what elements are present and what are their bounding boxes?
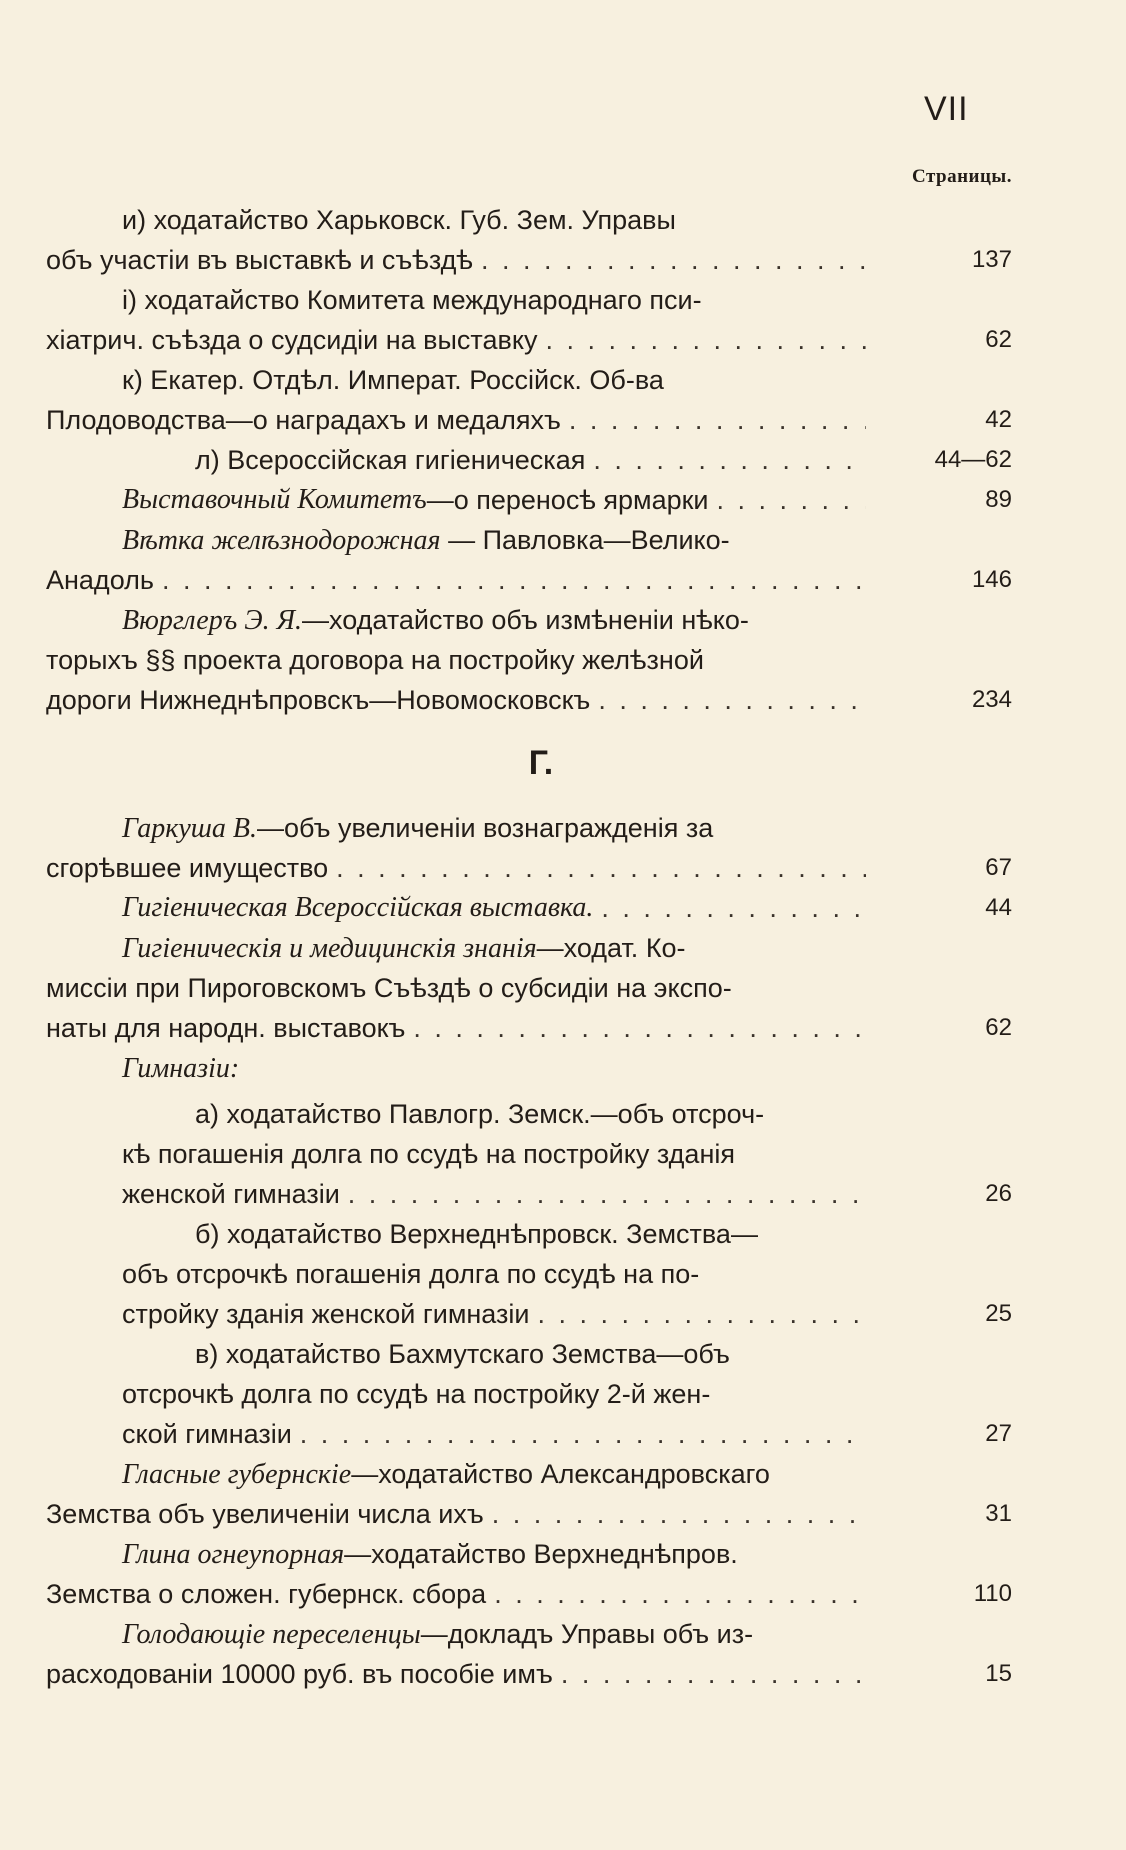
entry-line: Голодающіе переселенцы—докладъ Управы объ из- bbox=[122, 1619, 754, 1650]
entry-line: хіатрич. съѣзда о судсидіи на выставку . . . bbox=[46, 320, 866, 360]
entry-line bbox=[122, 1048, 866, 1088]
entry-line: и) ходатайство Харьковск. Губ. Зем. Управы bbox=[122, 205, 676, 235]
page-ref: 44 bbox=[985, 894, 1012, 921]
entry-line: миссіи при Пироговскомъ Съѣздѣ о субсидіи на экспо- bbox=[46, 973, 732, 1003]
entry-line: Гласные губернскіе—ходатайство Александровскаго bbox=[122, 1459, 770, 1490]
entry-line: стройку зданія женской гимназіи . . . bbox=[122, 1294, 866, 1334]
entry-line: а) ходатайство Павлогр. Земск.—объ отсроч- bbox=[195, 1099, 765, 1129]
entry-line: Вѣтка желѣзнодорожная — Павловка—Велико- bbox=[122, 525, 730, 556]
page-ref: 42 bbox=[985, 406, 1012, 433]
entry-heading: Глина огнеупорная bbox=[122, 1539, 345, 1570]
entry-line: наты для народн. выставокъ . . . bbox=[46, 1008, 866, 1048]
entry-heading: Гигіеническія и медицинскія знанія bbox=[122, 933, 537, 964]
entry-heading: Выставочный Комитетъ bbox=[122, 484, 427, 515]
entry-line: расходованіи 10000 руб. въ пособіе имъ . . . bbox=[46, 1654, 866, 1694]
entry-line: б) ходатайство Верхнеднѣпровск. Земства— bbox=[195, 1219, 758, 1249]
entry-line: торыхъ §§ проекта договора на постройку желѣзной bbox=[46, 645, 704, 675]
entry-line: Земства о сложен. губернск. сбора . . . bbox=[46, 1574, 866, 1614]
entry-line: сгорѣвшее имущество . . . bbox=[46, 848, 866, 888]
entry-line: і) ходатайство Комитета международнаго пси- bbox=[122, 285, 702, 315]
entry-line: Гаркуша В.—объ увеличеніи вознагражденія за bbox=[122, 813, 714, 844]
page-ref: 67 bbox=[985, 854, 1012, 881]
page-ref: 62 bbox=[985, 326, 1012, 353]
page-number: VII bbox=[924, 90, 969, 128]
entry-line: отсрочкѣ долга по ссудѣ на постройку 2-й жен- bbox=[122, 1379, 711, 1409]
entry-heading: Вѣтка желѣзнодорожная bbox=[122, 525, 441, 556]
entry-heading: Гаркуша В. bbox=[122, 813, 257, 844]
pages-column-label: Страницы. bbox=[911, 166, 1012, 187]
entry-line: л) Всероссійская гигіеническая . . . bbox=[195, 440, 866, 480]
page-ref: 15 bbox=[985, 1660, 1012, 1687]
entry-line: Анадоль . . . bbox=[46, 560, 866, 600]
entry-line: женской гимназіи . . . bbox=[122, 1174, 866, 1214]
page-ref: 31 bbox=[985, 1500, 1012, 1527]
page-ref: 234 bbox=[971, 686, 1012, 713]
entry-line: Вюрглеръ Э. Я.—ходатайство объ измѣненіи нѣко- bbox=[122, 605, 749, 636]
entry-line: дороги Нижнеднѣпровскъ—Новомосковскъ . . . bbox=[46, 680, 866, 720]
page-ref: 137 bbox=[971, 246, 1012, 273]
entry-line: в) ходатайство Бахмутскаго Земства—объ bbox=[195, 1339, 730, 1369]
page-ref: 146 bbox=[971, 566, 1012, 593]
entry-heading: Гимназіи: bbox=[122, 1053, 240, 1084]
entry-line bbox=[122, 888, 866, 928]
page-ref: 26 bbox=[985, 1180, 1012, 1207]
page-ref: 62 bbox=[985, 1014, 1012, 1041]
page-ref: 110 bbox=[973, 1580, 1012, 1607]
entry-line: Гигіеническія и медицинскія знанія—ходат. Ко- bbox=[122, 933, 686, 964]
entry-line: кѣ погашенія долга по ссудѣ на постройку зданія bbox=[122, 1139, 735, 1169]
entry-heading: Вюрглеръ Э. Я. bbox=[122, 605, 303, 636]
page-ref: 25 bbox=[985, 1300, 1012, 1327]
entry-line: Плодоводства—о наградахъ и медаляхъ . . . bbox=[46, 400, 866, 440]
entry-line: к) Екатер. Отдѣл. Императ. Россійск. Об-ва bbox=[122, 365, 664, 395]
entry-line: Глина огнеупорная—ходатайство Верхнеднѣпров. bbox=[122, 1539, 738, 1570]
page-ref: 44—62 bbox=[934, 446, 1012, 473]
entry-line: Выставочный Комитетъ —о переносѣ ярмарки . . . bbox=[122, 480, 866, 520]
entry-line: объ участіи въ выставкѣ и съѣздѣ . . . bbox=[46, 240, 866, 280]
entry-line: объ отсрочкѣ погашенія долга по ссудѣ на по- bbox=[122, 1259, 700, 1289]
entry-line: Земства объ увеличеніи числа ихъ . . . bbox=[46, 1494, 866, 1534]
page-ref: 89 bbox=[985, 486, 1012, 513]
entry-line: ской гимназіи . . . bbox=[122, 1414, 866, 1454]
page-ref: 27 bbox=[985, 1420, 1012, 1447]
entry-heading: Гигіеническая Всероссійская выставка. bbox=[122, 892, 594, 923]
section-letter: Г. bbox=[528, 744, 554, 782]
entry-heading: Голодающіе переселенцы bbox=[122, 1619, 421, 1650]
entry-heading: Гласные губернскіе bbox=[122, 1459, 352, 1490]
